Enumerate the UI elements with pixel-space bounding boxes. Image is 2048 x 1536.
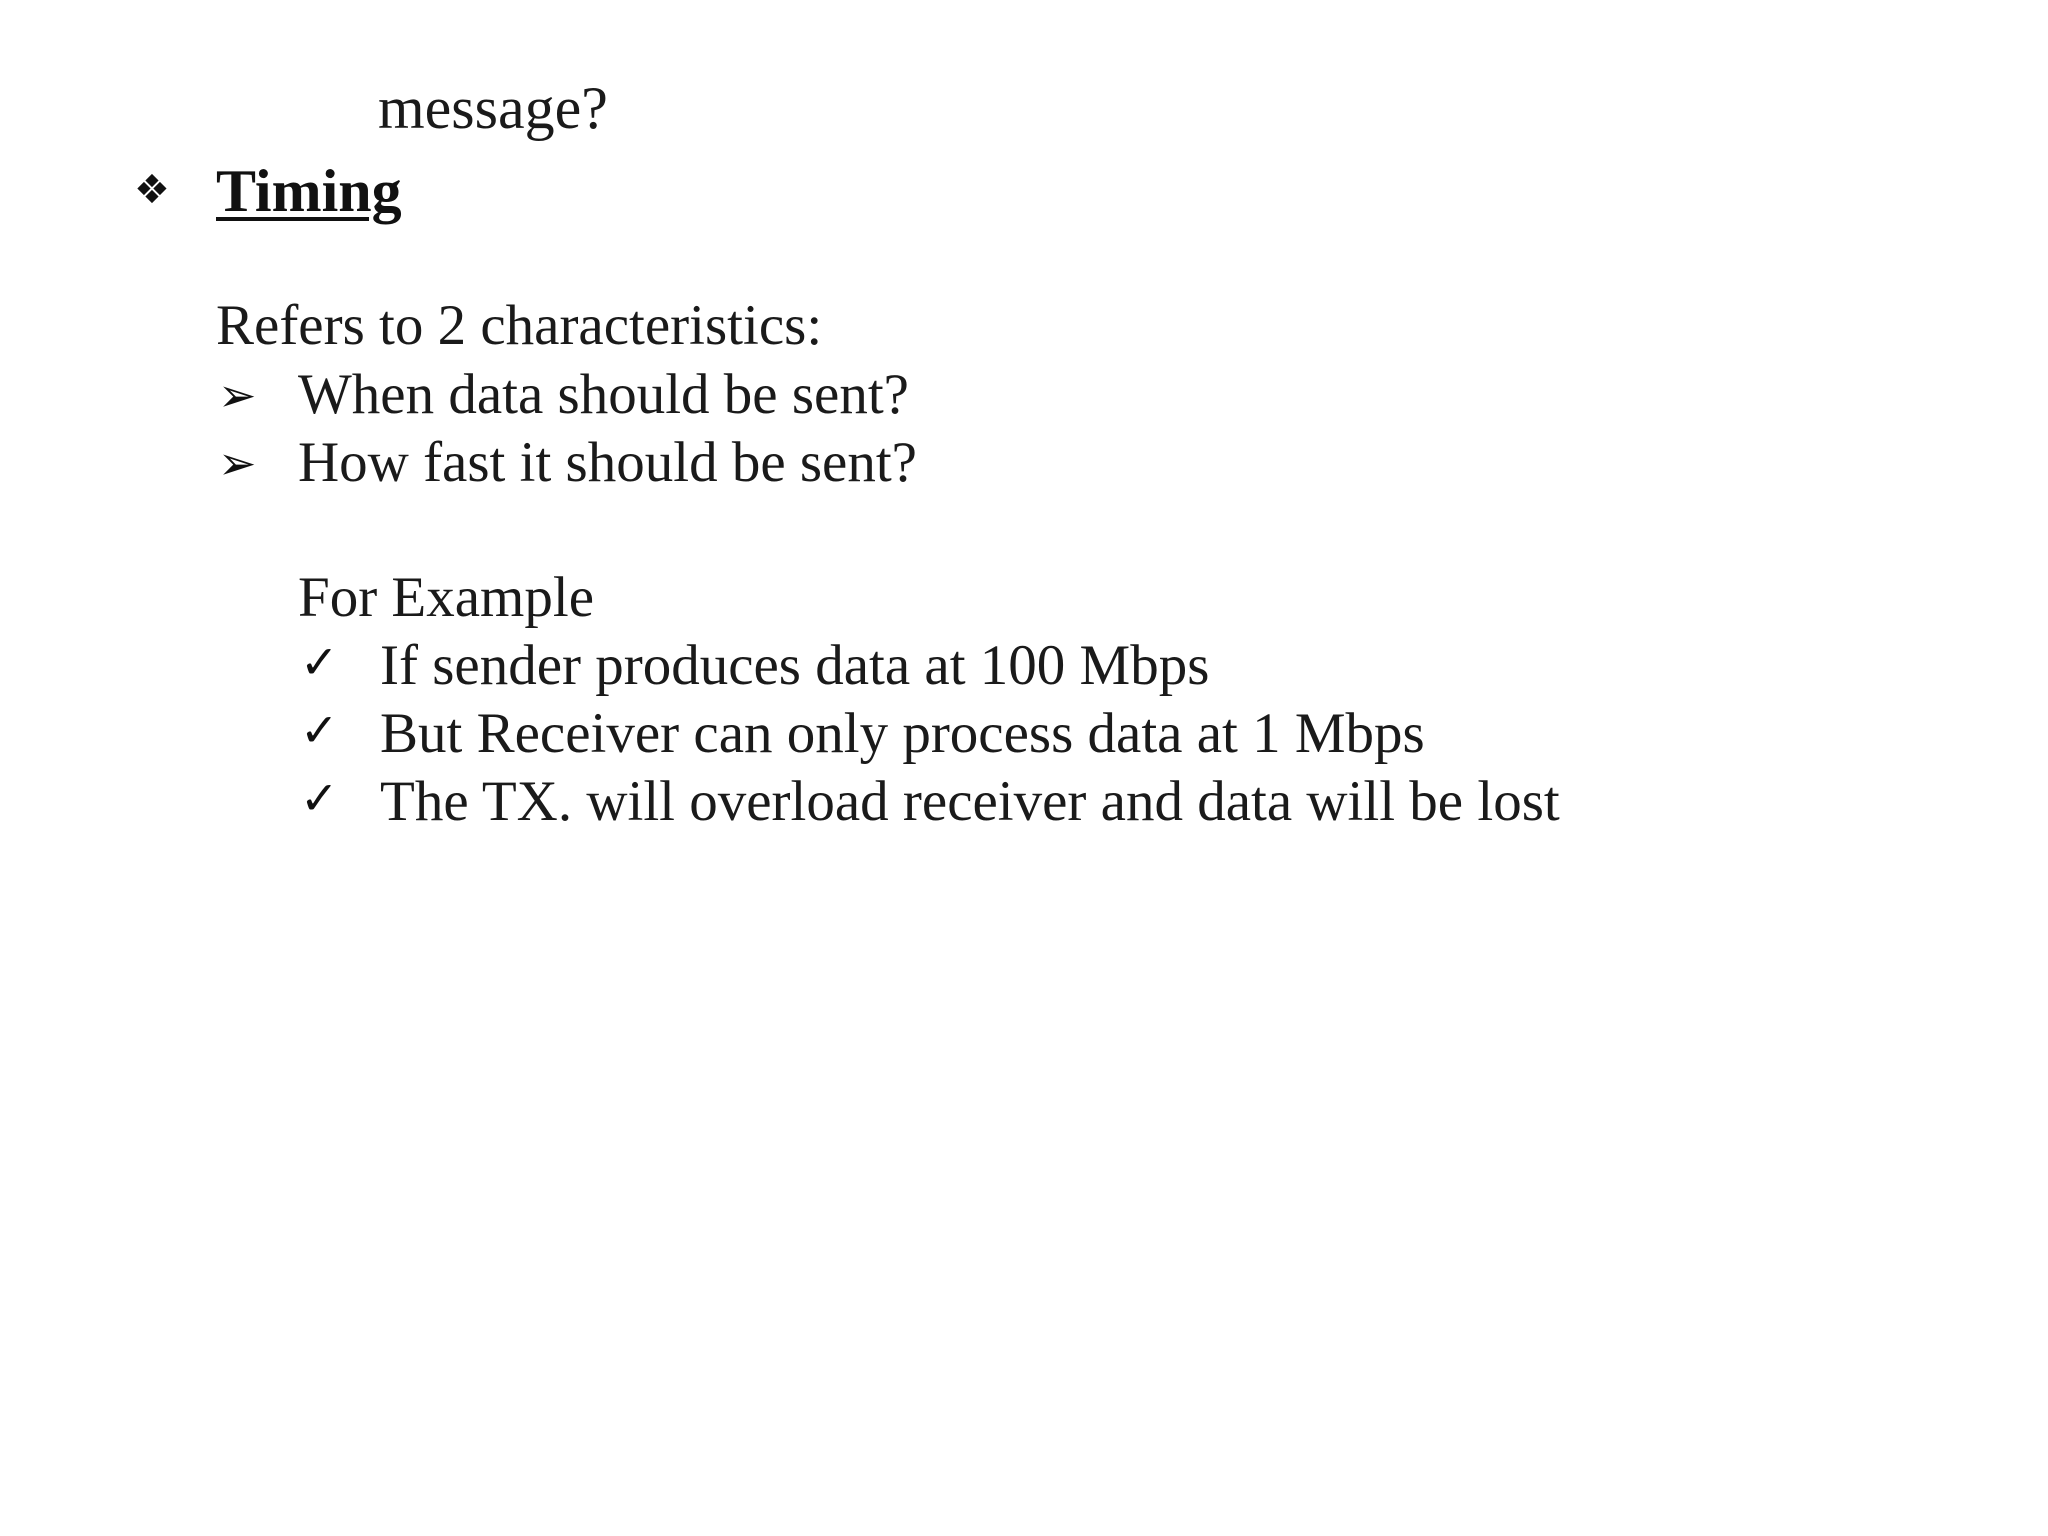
cut-off-previous-line: [378, 75, 608, 150]
example-item: If sender produces data at 100 Mbps: [380, 634, 1210, 697]
check-mark-icon: ✓: [300, 771, 339, 825]
characteristic-item: When data should be sent?: [298, 363, 909, 426]
example-item: The TX. will overload receiver and data will be lost: [380, 770, 1560, 833]
example-heading: For Example: [298, 566, 595, 629]
arrow-bullet-icon: ➢: [218, 436, 257, 490]
check-mark-icon: ✓: [300, 703, 339, 757]
intro-text: Refers to 2 characteristics:: [216, 294, 823, 357]
characteristic-item: How fast it should be sent?: [298, 431, 917, 494]
check-mark-icon: ✓: [300, 635, 339, 689]
section-title: Timing: [216, 158, 402, 224]
cut-off-text: message?: [378, 75, 608, 141]
example-item: But Receiver can only process data at 1 Mbps: [380, 702, 1425, 765]
four-diamond-bullet-icon: ❖: [134, 167, 170, 213]
arrow-bullet-icon: ➢: [218, 368, 257, 422]
